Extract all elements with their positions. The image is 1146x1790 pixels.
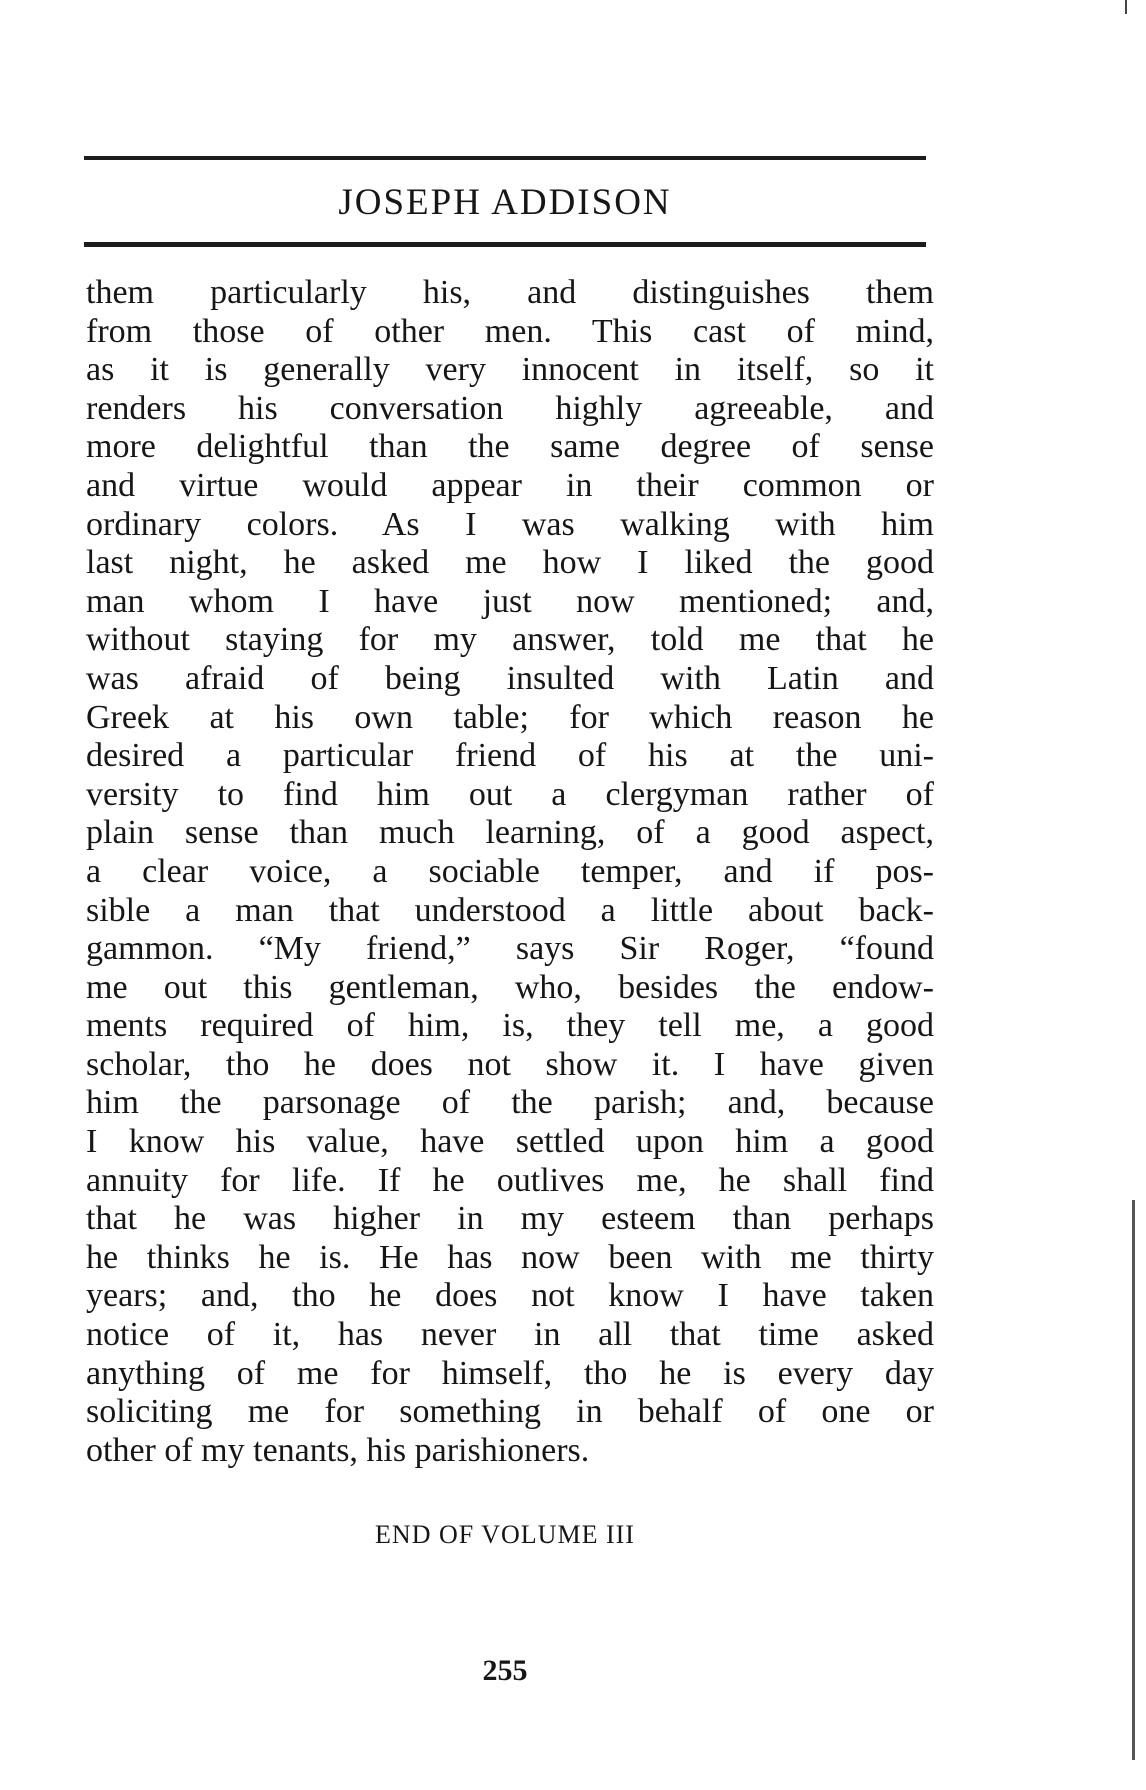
text-line: versity to find him out a clergyman rather of [86, 775, 934, 813]
text-line: man whom I have just now mentioned; and, [86, 582, 934, 620]
text-line: he thinks he is. He has now been with me thirty [86, 1238, 934, 1276]
text-line: without staying for my answer, told me that he [86, 621, 934, 659]
scan-edge-mark [1132, 1200, 1135, 1760]
page-number: 255 [482, 1654, 528, 1687]
scan-edge-mark [1125, 0, 1127, 14]
text-line: was afraid of being insulted with Latin and [86, 659, 934, 697]
text-line: scholar, tho he does not show it. I have given [86, 1045, 934, 1083]
text-line: sible a man that understood a little about back- [86, 891, 934, 929]
text-line: anything of me for himself, tho he is every day [86, 1354, 934, 1392]
text-line: plain sense than much learning, of a good aspect, [86, 814, 934, 852]
text-line: years; and, tho he does not know I have taken [86, 1277, 934, 1315]
text-line: from those of other men. This cast of mind, [86, 312, 934, 350]
text-line: ordinary colors. As I was walking with him [86, 505, 934, 543]
text-line: desired a particular friend of his at the uni- [86, 737, 934, 775]
text-line: Greek at his own table; for which reason he [86, 698, 934, 736]
text-line: renders his conversation highly agreeable, and [86, 389, 934, 427]
text-line: them particularly his, and distinguishes them [86, 274, 934, 311]
header-rule-top [84, 156, 926, 160]
text-line: me out this gentleman, who, besides the endow- [86, 968, 934, 1006]
text-line: a clear voice, a sociable temper, and if pos- [86, 852, 934, 890]
text-line: annuity for life. If he outlives me, he shall find [86, 1161, 934, 1199]
header-rule-bottom [84, 242, 926, 247]
end-of-volume-note: END OF VOLUME III [375, 1520, 635, 1549]
text-line: gammon. “My friend,” says Sir Roger, “found [86, 930, 934, 968]
text-line: last night, he asked me how I liked the good [86, 544, 934, 582]
text-line: I know his value, have settled upon him a good [86, 1123, 934, 1161]
text-line: that he was higher in my esteem than perhaps [86, 1200, 934, 1238]
body-text [86, 274, 934, 1470]
text-line: as it is generally very innocent in itself, so it [86, 351, 934, 389]
text-line: soliciting me for something in behalf of one or [86, 1393, 934, 1431]
text-line: ments required of him, is, they tell me, a good [86, 1007, 934, 1045]
text-line: notice of it, has never in all that time asked [86, 1316, 934, 1354]
text-line: him the parsonage of the parish; and, because [86, 1084, 934, 1122]
text-line: more delightful than the same degree of sense [86, 428, 934, 466]
text-line: other of my tenants, his parishioners. [86, 1431, 590, 1469]
running-title: JOSEPH ADDISON [338, 182, 672, 223]
text-line: and virtue would appear in their common or [86, 466, 934, 504]
